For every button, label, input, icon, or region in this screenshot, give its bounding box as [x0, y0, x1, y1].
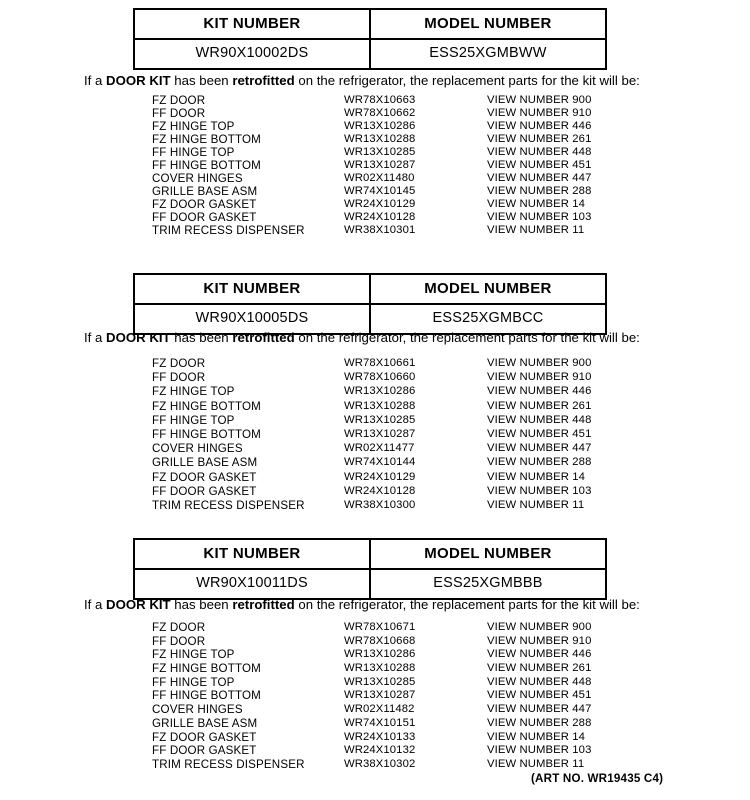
kit-model-table-1 [133, 8, 607, 70]
kit-model-table-2 [133, 273, 607, 335]
part-row [0, 456, 750, 470]
part-row [0, 689, 750, 703]
part-number: WR78X10661 [344, 357, 416, 369]
part-description: FZ DOOR [152, 621, 206, 634]
part-view-number: VIEW NUMBER 103 [487, 484, 592, 497]
part-view-number: VIEW NUMBER 446 [487, 120, 592, 133]
part-number: WR02X11477 [344, 442, 415, 455]
note-bold-door-kit: DOOR KIT [106, 597, 171, 612]
part-description: FZ DOOR [152, 357, 206, 370]
note-text-part1: If a [84, 330, 107, 345]
part-view-number: VIEW NUMBER 288 [487, 185, 592, 198]
part-row [0, 471, 750, 485]
part-description: FF DOOR GASKET [152, 211, 257, 225]
part-number: WR24X10133 [344, 730, 416, 743]
part-view-number: VIEW NUMBER 11 [487, 224, 585, 237]
part-row [0, 662, 750, 676]
part-number: WR38X10302 [344, 757, 416, 770]
part-view-number: VIEW NUMBER 451 [487, 689, 592, 702]
part-number: WR13X10288 [344, 399, 416, 412]
part-number: WR38X10300 [344, 498, 416, 511]
part-view-number: VIEW NUMBER 261 [487, 662, 592, 675]
part-row [0, 703, 750, 717]
part-number: WR78X10668 [344, 634, 416, 647]
kit-number-header: KIT NUMBER [135, 275, 371, 303]
part-view-number: VIEW NUMBER 446 [487, 648, 592, 661]
part-row [0, 499, 750, 513]
parts-list-1 [0, 94, 750, 238]
part-row [0, 224, 750, 237]
part-row [0, 621, 750, 635]
note-text-part1: If a [84, 73, 107, 88]
model-number-value: ESS25XGMBCC [432, 310, 544, 326]
part-row [0, 159, 750, 172]
part-row [0, 172, 750, 185]
part-number: WR13X10285 [344, 413, 416, 426]
part-view-number: VIEW NUMBER 11 [487, 757, 585, 770]
part-description: FZ HINGE TOP [152, 385, 235, 399]
part-number: WR24X10129 [344, 470, 416, 483]
part-number: WR13X10286 [344, 648, 416, 661]
part-description: COVER HINGES [152, 703, 243, 717]
part-view-number: VIEW NUMBER 103 [487, 744, 592, 757]
parts-list-2 [0, 357, 750, 513]
part-number: WR74X10151 [344, 716, 416, 729]
part-row [0, 146, 750, 159]
part-row [0, 120, 750, 133]
part-row [0, 414, 750, 428]
note-bold-retrofitted: retrofitted [232, 330, 295, 345]
part-row [0, 485, 750, 499]
parts-list-3 [0, 621, 750, 772]
retrofit-note-2 [84, 331, 640, 344]
part-number: WR24X10128 [344, 211, 416, 224]
part-number: WR13X10288 [344, 133, 416, 146]
part-view-number: VIEW NUMBER 14 [487, 198, 586, 211]
note-text-part2: has been [170, 330, 233, 345]
part-row [0, 428, 750, 442]
part-number: WR24X10132 [344, 744, 416, 757]
part-row [0, 385, 750, 399]
part-row [0, 442, 750, 456]
part-description: GRILLE BASE ASM [152, 716, 258, 730]
part-description: FZ HINGE TOP [152, 120, 235, 134]
note-bold-retrofitted: retrofitted [232, 597, 295, 612]
part-description: FZ HINGE TOP [152, 648, 235, 662]
table-value-row [135, 40, 605, 68]
part-row [0, 133, 750, 146]
model-number-value: ESS25XGMBBB [433, 575, 543, 591]
part-view-number: VIEW NUMBER 103 [487, 211, 592, 224]
table-value-row [135, 570, 605, 598]
part-number: WR13X10287 [344, 427, 416, 440]
part-number: WR24X10129 [344, 198, 416, 211]
part-row [0, 357, 750, 371]
part-row [0, 94, 750, 107]
part-row [0, 371, 750, 385]
part-description: GRILLE BASE ASM [152, 456, 258, 470]
part-view-number: VIEW NUMBER 447 [487, 703, 592, 716]
part-view-number: VIEW NUMBER 451 [487, 159, 592, 172]
model-number-value: ESS25XGMBWW [429, 45, 547, 61]
table-header-row [135, 275, 605, 305]
part-row [0, 731, 750, 745]
part-number: WR78X10660 [344, 371, 416, 384]
part-view-number: VIEW NUMBER 447 [487, 442, 592, 455]
note-text-part2: has been [170, 597, 233, 612]
part-description: FF HINGE TOP [152, 146, 235, 160]
part-number: WR13X10288 [344, 662, 416, 675]
part-number: WR78X10662 [344, 107, 416, 120]
part-view-number: VIEW NUMBER 14 [487, 470, 586, 483]
part-view-number: VIEW NUMBER 261 [487, 399, 592, 412]
part-view-number: VIEW NUMBER 448 [487, 675, 592, 688]
part-view-number: VIEW NUMBER 261 [487, 133, 592, 146]
part-number: WR02X11480 [344, 172, 415, 185]
part-view-number: VIEW NUMBER 448 [487, 146, 592, 159]
note-bold-door-kit: DOOR KIT [106, 73, 171, 88]
kit-number-header: KIT NUMBER [135, 10, 371, 38]
table-header-row [135, 10, 605, 40]
part-view-number: VIEW NUMBER 446 [487, 385, 592, 398]
note-bold-door-kit: DOOR KIT [106, 330, 171, 345]
part-number: WR02X11482 [344, 703, 415, 716]
part-number: WR78X10663 [344, 94, 416, 106]
part-number: WR74X10144 [344, 456, 416, 469]
part-description: COVER HINGES [152, 172, 243, 186]
part-row [0, 635, 750, 649]
part-number: WR13X10286 [344, 120, 416, 133]
kit-number-value: WR90X10011DS [135, 570, 371, 598]
part-view-number: VIEW NUMBER 447 [487, 172, 592, 185]
part-description: FF DOOR GASKET [152, 484, 257, 498]
part-view-number: VIEW NUMBER 288 [487, 456, 592, 469]
part-description: FZ DOOR GASKET [152, 198, 257, 212]
part-row [0, 211, 750, 224]
part-description: FF DOOR [152, 371, 206, 385]
table-header-row [135, 540, 605, 570]
part-description: TRIM RECESS DISPENSER [152, 498, 305, 512]
part-description: FZ DOOR GASKET [152, 730, 257, 744]
part-number: WR13X10285 [344, 675, 416, 688]
part-description: TRIM RECESS DISPENSER [152, 224, 305, 238]
part-row [0, 758, 750, 772]
part-description: FF DOOR [152, 107, 206, 121]
kit-model-table-3 [133, 538, 607, 600]
note-bold-retrofitted: retrofitted [232, 73, 295, 88]
part-row [0, 198, 750, 211]
part-row [0, 676, 750, 690]
part-view-number: VIEW NUMBER 910 [487, 371, 592, 384]
part-description: COVER HINGES [152, 442, 243, 456]
part-view-number: VIEW NUMBER 900 [487, 621, 592, 633]
part-row [0, 185, 750, 198]
part-description: FZ DOOR [152, 94, 206, 107]
part-number: WR13X10285 [344, 146, 416, 159]
part-description: GRILLE BASE ASM [152, 185, 258, 199]
part-view-number: VIEW NUMBER 14 [487, 730, 586, 743]
part-description: FF HINGE TOP [152, 675, 235, 689]
retrofit-note-3 [84, 598, 640, 611]
part-number: WR38X10301 [344, 224, 416, 237]
part-description: FZ HINGE BOTTOM [152, 662, 261, 676]
kit-number-value: WR90X10002DS [135, 40, 371, 68]
part-number: WR78X10671 [344, 621, 416, 633]
part-number: WR13X10286 [344, 385, 416, 398]
part-view-number: VIEW NUMBER 900 [487, 94, 592, 106]
part-view-number: VIEW NUMBER 910 [487, 107, 592, 120]
part-row [0, 744, 750, 758]
part-number: WR74X10145 [344, 185, 416, 198]
model-number-header: MODEL NUMBER [424, 280, 552, 297]
part-view-number: VIEW NUMBER 910 [487, 634, 592, 647]
part-view-number: VIEW NUMBER 448 [487, 413, 592, 426]
kit-number-header: KIT NUMBER [135, 540, 371, 568]
part-view-number: VIEW NUMBER 288 [487, 716, 592, 729]
note-text-part3: on the refrigerator, the replacement parts for the kit will be: [294, 597, 640, 612]
part-description: TRIM RECESS DISPENSER [152, 757, 305, 771]
part-description: FZ HINGE BOTTOM [152, 133, 261, 147]
part-view-number: VIEW NUMBER 900 [487, 357, 592, 369]
part-row [0, 400, 750, 414]
note-text-part3: on the refrigerator, the replacement parts for the kit will be: [294, 73, 640, 88]
retrofit-note-1 [84, 74, 640, 87]
part-row [0, 648, 750, 662]
model-number-header: MODEL NUMBER [424, 545, 552, 562]
note-text-part1: If a [84, 597, 107, 612]
note-text-part3: on the refrigerator, the replacement parts for the kit will be: [294, 330, 640, 345]
part-description: FF HINGE BOTTOM [152, 689, 261, 703]
part-view-number: VIEW NUMBER 11 [487, 498, 585, 511]
note-text-part2: has been [170, 73, 233, 88]
part-description: FZ DOOR GASKET [152, 470, 257, 484]
art-number-label: (ART NO. WR19435 C4) [531, 772, 664, 785]
part-row [0, 717, 750, 731]
table-value-row [135, 305, 605, 333]
part-description: FF DOOR GASKET [152, 744, 257, 758]
part-description: FF HINGE BOTTOM [152, 427, 261, 441]
part-number: WR13X10287 [344, 159, 416, 172]
part-number: WR13X10287 [344, 689, 416, 702]
kit-number-value: WR90X10005DS [135, 305, 371, 333]
part-description: FF DOOR [152, 634, 206, 648]
model-number-header: MODEL NUMBER [424, 15, 552, 32]
part-description: FF HINGE BOTTOM [152, 159, 261, 173]
part-description: FZ HINGE BOTTOM [152, 399, 261, 413]
part-description: FF HINGE TOP [152, 413, 235, 427]
part-view-number: VIEW NUMBER 451 [487, 427, 592, 440]
part-row [0, 107, 750, 120]
part-number: WR24X10128 [344, 484, 416, 497]
